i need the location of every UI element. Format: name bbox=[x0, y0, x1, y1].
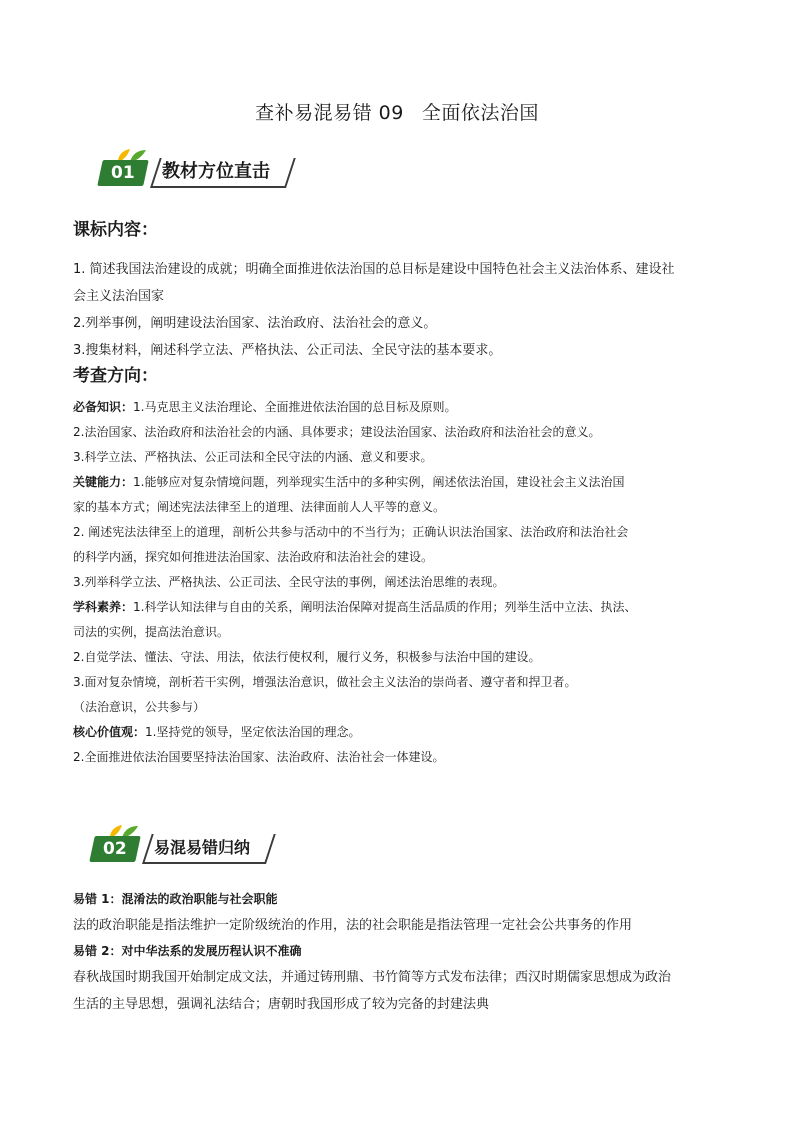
knowledge-3: 3.科学立法、严格执法、公正司法和全民守法的内涵、意义和要求。 bbox=[73, 450, 433, 464]
mistake-2-line-1: 春秋战国时期我国开始制定成文法，并通过铸刑鼎、书竹简等方式发布法律；西汉时期儒家思想成为政治 bbox=[73, 970, 672, 985]
exam-heading: 考查方向： bbox=[73, 366, 158, 386]
literacy-note: （法治意识，公共参与） bbox=[73, 700, 206, 714]
literacy-1b: 司法的实例，提高法治意识。 bbox=[73, 625, 230, 639]
mistake-2-line-2: 生活的主导思想，强调礼法结合；唐朝时我国形成了较为完备的封建法典 bbox=[73, 997, 490, 1012]
values-2: 2.全面推进依法治国要坚持法治国家、法治政府、法治社会一体建设。 bbox=[73, 750, 445, 764]
ability-1b: 家的基本方式；阐述宪法法律至上的道理、法律面前人人平等的意义。 bbox=[73, 500, 446, 514]
section-mistakes bbox=[73, 887, 733, 1018]
section-number: 02 bbox=[89, 836, 141, 862]
ability-1a: 关键能力：1.能够应对复杂情境问题，列举现实生活中的多种实例，阐述依法治国，建设社会主义法治国 bbox=[73, 475, 625, 489]
values-1: 核心价值观：1.坚持党的领导，坚定依法治国的理念。 bbox=[73, 725, 361, 739]
literacy-3: 3.面对复杂情境，剖析若干实例，增强法治意识，做社会主义法治的崇尚者、遵守者和捍卫者。 bbox=[73, 675, 577, 689]
ability-2b: 的科学内涵，探究如何推进法治国家、法治政府和法治社会的建设。 bbox=[73, 550, 434, 564]
mistake-1-text: 法的政治职能是指法维护一定阶级统治的作用，法的社会职能是指法管理一定社会公共事务的作用 bbox=[73, 918, 633, 933]
section-exam bbox=[73, 364, 733, 770]
curriculum-item-1a: 1. 简述我国法治建设的成就；明确全面推进依法治国的总目标是建设中国特色社会主义法治体系、建设社 bbox=[73, 262, 675, 277]
section-label: 易混易错归纳 bbox=[154, 838, 251, 857]
curriculum-heading: 课标内容： bbox=[73, 220, 158, 240]
knowledge-1: 必备知识：1.马克思主义法治理论、全面推进依法治国的总目标及原则。 bbox=[73, 400, 457, 414]
page-title-main: 查补易混易错 09 bbox=[255, 102, 404, 124]
curriculum-item-1b: 会主义法治国家 bbox=[73, 289, 165, 304]
ability-2a: 2. 阐述宪法法律至上的道理，剖析公共参与活动中的不当行为；正确认识法治国家、法治政府和法治社会 bbox=[73, 525, 629, 539]
section-number: 01 bbox=[97, 160, 149, 186]
literacy-1a: 学科素养：1.科学认知法律与自由的关系，阐明法治保障对提高生活品质的作用；列举生活中立法、执法、 bbox=[73, 600, 637, 614]
page-title bbox=[0, 98, 794, 125]
mistake-1-title: 易错 1：混淆法的政治职能与社会职能 bbox=[73, 892, 278, 906]
curriculum-item-3: 3.搜集材料，阐述科学立法、严格执法、公正司法、全民守法的基本要求。 bbox=[73, 343, 502, 358]
section-label-box bbox=[152, 158, 286, 188]
ability-3: 3.列举科学立法、严格执法、公正司法、全民守法的事例，阐述法治思维的表现。 bbox=[73, 575, 505, 589]
literacy-2: 2.自觉学法、懂法、守法、用法，依法行使权利，履行义务，积极参与法治中国的建设。 bbox=[73, 650, 541, 664]
section-curriculum bbox=[73, 218, 733, 364]
page-title-sub: 全面依法治国 bbox=[421, 102, 539, 124]
knowledge-2: 2.法治国家、法治政府和法治社会的内涵、具体要求；建设法治国家、法治政府和法治社会的意义。 bbox=[73, 425, 601, 439]
section-label: 教材方位直击 bbox=[162, 161, 270, 182]
mistake-2-title: 易错 2：对中华法系的发展历程认识不准确 bbox=[73, 944, 302, 958]
section-label-box bbox=[144, 834, 266, 864]
curriculum-item-2: 2.列举事例，阐明建设法治国家、法治政府、法治社会的意义。 bbox=[73, 316, 437, 331]
